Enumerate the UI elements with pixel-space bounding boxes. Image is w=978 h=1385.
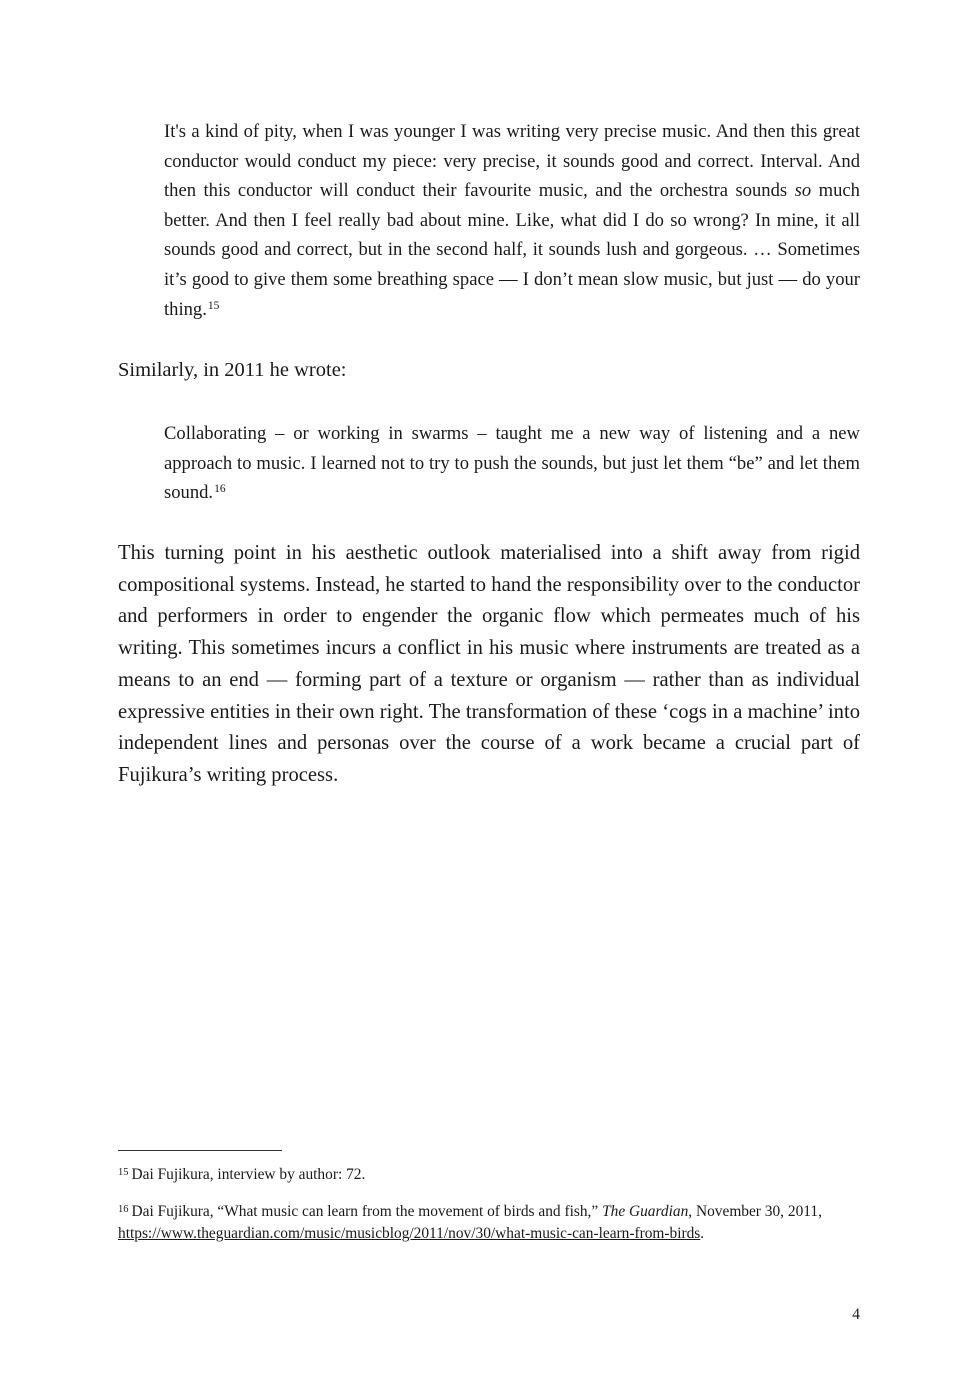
- footnote-text-start: Dai Fujikura, “What music can learn from the movement of birds and fish,”: [131, 1203, 603, 1220]
- footnote-ref-16[interactable]: 16: [214, 483, 226, 496]
- intro-line: Similarly, in 2011 he wrote:: [118, 359, 347, 381]
- footnote-publication-title: The Guardian: [602, 1203, 689, 1220]
- quote2-text: Collaborating – or working in swarms – taught me a new way of listening and a new approach to music. I learned not to try to push the sounds, but just let them “be” and let them sound.: [164, 423, 860, 504]
- footnote-16: [118, 1201, 860, 1244]
- footnote-text-middle: , November 30, 2011,: [688, 1203, 822, 1220]
- page-number: 4: [852, 1306, 860, 1323]
- quote1-text-end: much better. And then I feel really bad about mine. Like, what did I do so wrong? In mine, it all sounds good and correct, but in the second half, it sounds lush and gorgeous. … Sometimes it’s good to give them some breathing space — I don’t mean slow music, but just — do your thing.: [164, 180, 860, 320]
- footnote-text-end: .: [700, 1224, 705, 1242]
- footnote-number: 15: [118, 1167, 129, 1178]
- footnote-ref-15[interactable]: 15: [207, 299, 220, 312]
- quote1-emphasis: so: [794, 180, 812, 202]
- footnote-divider: [118, 1150, 282, 1151]
- footnote-text: Dai Fujikura, interview by author: 72.: [131, 1166, 366, 1183]
- block-quote-1: [164, 117, 860, 324]
- footnote-url-link[interactable]: https://www.theguardian.com/music/musicblog/2011/nov/30/what-music-can-learn-from-birds: [118, 1224, 701, 1242]
- body-paragraph: This turning point in his aesthetic outlook materialised into a shift away from rigid compositional systems. Instead, he started to hand the responsibility over to the conductor and performers in order to engender the organic flow which permeates much of his writing. This sometimes incurs a conflict in his music where instruments are treated as a means to an end — forming part of a texture or organism — rather than as individual expressive entities in their own right. The transformation of these ‘cogs in a machine’ into independent lines and personas over the course of a work became a crucial part of Fujikura’s writing process.: [118, 542, 860, 786]
- quote1-text-start: It's a kind of pity, when I was younger I was writing very precise music. And then this great conductor would conduct my piece: very precise, it sounds good and correct. Interval. And then this conductor will conduct their favourite music, and the orchestra sounds: [164, 121, 860, 202]
- block-quote-2: [164, 419, 860, 508]
- footnote-number: 16: [118, 1204, 129, 1215]
- footnote-15: [118, 1164, 860, 1186]
